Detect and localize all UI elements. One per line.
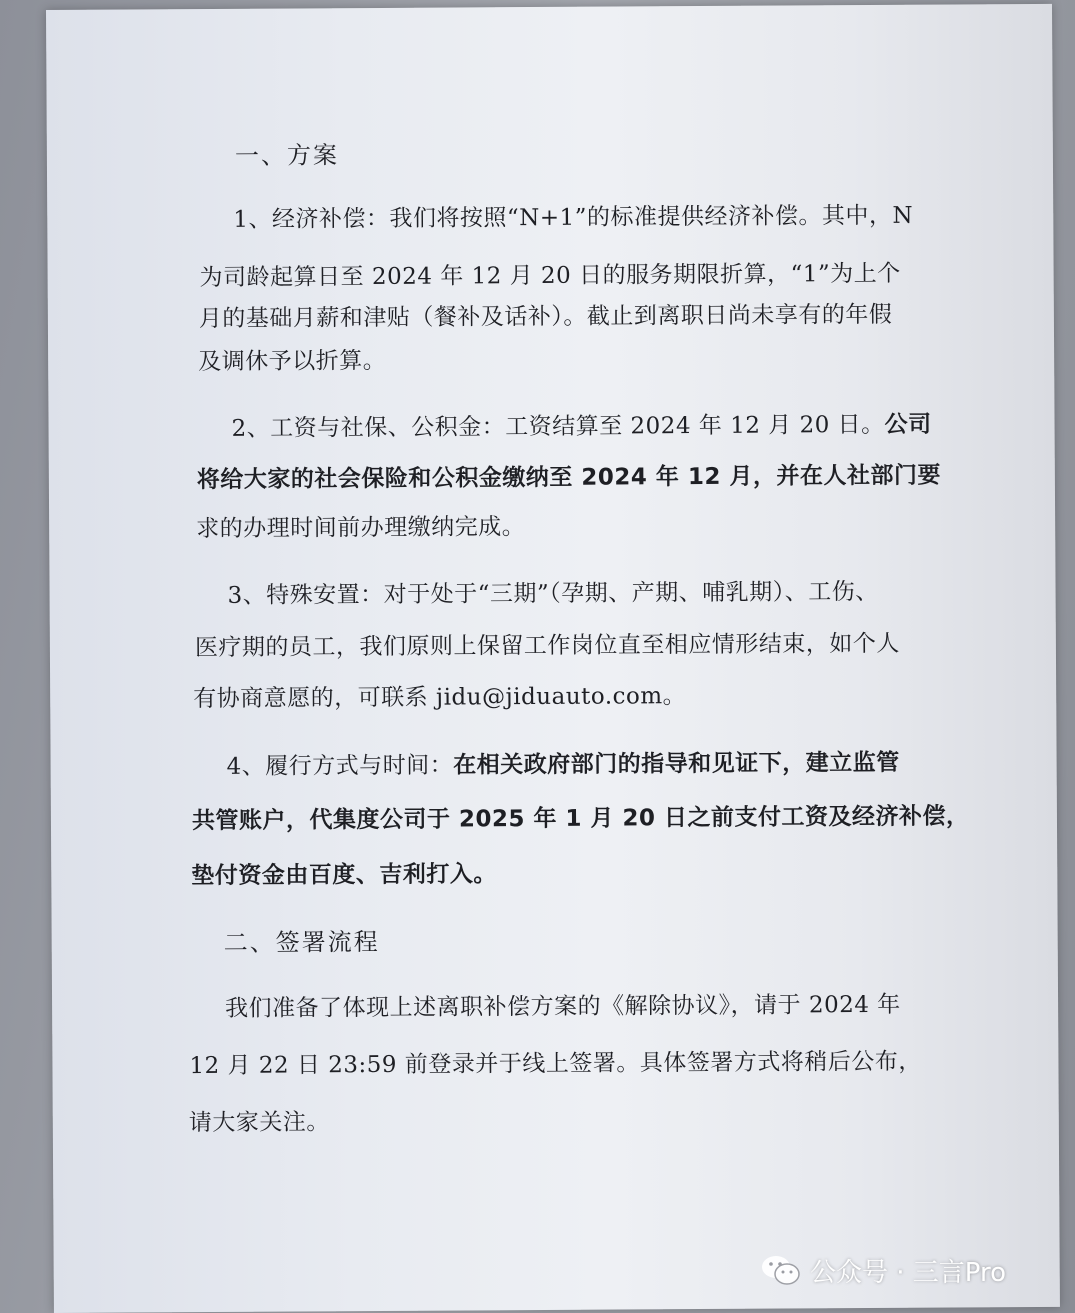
item4-line3: 垫付资金由百度、吉利打入。: [191, 861, 497, 890]
section2-line1: 我们准备了体现上述离职补偿方案的《解除协议》，请于 2024 年: [225, 991, 901, 1022]
item2-line2: 将给大家的社会保险和公积金缴纳至 2024 年 12 月，并在人社部门要: [196, 462, 942, 494]
item3-line1: 3、特殊安置：对于处于“三期”（孕期、产期、哺乳期）、工伤、: [227, 578, 879, 609]
wechat-icon: [760, 1253, 802, 1287]
item3-line2: 医疗期的员工，我们原则上保留工作岗位直至相应情形结束，如个人: [194, 630, 900, 662]
item3-line3: 有协商意愿的，可联系 jidu@jiduauto.com。: [193, 683, 687, 713]
item2-line1: [231, 410, 931, 444]
item4-line1-bold: 在相关政府部门的指导和见证下，建立监管: [453, 749, 900, 779]
item1-line3: 月的基础月薪和津贴（餐补及话补）。截止到离职日尚未享有的年假: [198, 301, 893, 333]
document-page: [46, 4, 1060, 1313]
item4-line1: [227, 748, 900, 782]
watermark: [760, 1250, 1006, 1290]
item4-line1-normal: 4、履行方式与时间：: [226, 752, 454, 780]
section2-line3: 请大家关注。: [188, 1109, 330, 1137]
item1-line4: 及调休予以折算。: [198, 347, 387, 376]
item2-line1-bold: 公司: [884, 411, 932, 438]
item2-line3: 求的办理时间前办理缴纳完成。: [196, 514, 526, 543]
section1-heading: 一、方案: [234, 141, 339, 170]
section2-line2: 12 月 22 日 23:59 前登录并于线上签署。具体签署方式将稍后公布，: [189, 1048, 922, 1080]
item2-line1-normal: 2、工资与社保、公积金：工资结算至 2024 年 12 月 20 日。: [231, 411, 885, 442]
item1-line1: 1、经济补偿：我们将按照“N+1”的标准提供经济补偿。其中，N: [233, 202, 914, 233]
item1-line2: 为司龄起算日至 2024 年 12 月 20 日的服务期限折算，“1”为上个: [199, 260, 901, 292]
item4-line2: 共管账户，代集度公司于 2025 年 1 月 20 日之前支付工资及经济补偿，: [191, 803, 970, 835]
watermark-text: 公众号 · 三言Pro: [810, 1257, 1007, 1288]
section2-heading: 二、签署流程: [223, 927, 380, 957]
